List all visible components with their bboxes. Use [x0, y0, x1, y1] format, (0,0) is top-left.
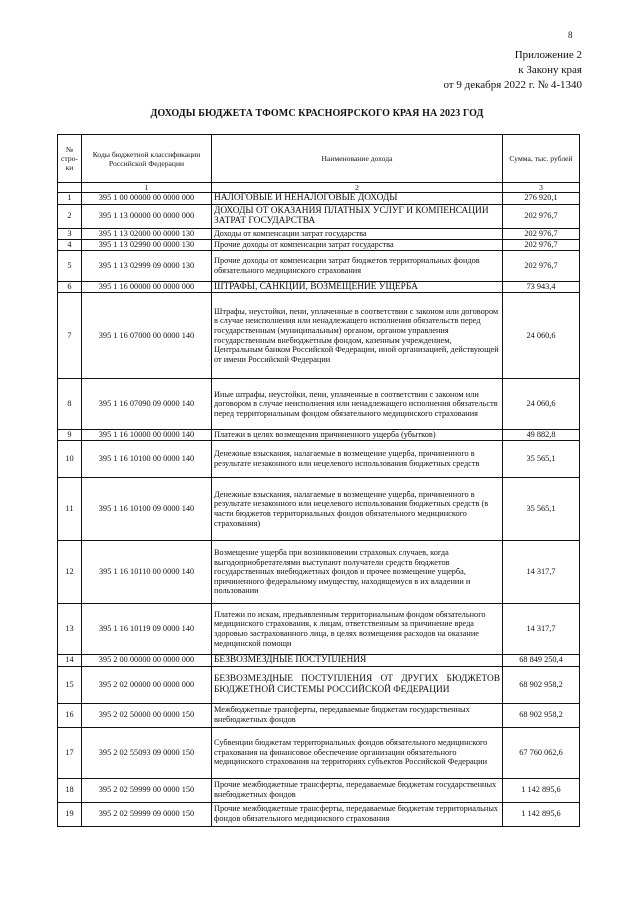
row-name: Субвенции бюджетам территориальных фондов обязательного медицинского страхования на финансовое обеспечение организации обязательного медицинского страхования на территориях субъектов Российской Федерации	[212, 727, 503, 778]
row-sum: 68 849 250,4	[503, 655, 580, 667]
header-sum: Сумма, тыс. рублей	[503, 135, 580, 183]
row-number: 19	[58, 802, 82, 826]
row-code: 395 1 16 10100 00 0000 140	[82, 441, 212, 478]
row-number: 7	[58, 293, 82, 379]
row-code: 395 1 13 02000 00 0000 130	[82, 228, 212, 239]
row-number: 2	[58, 204, 82, 228]
row-code: 395 2 02 50000 00 0000 150	[82, 703, 212, 727]
row-sum: 35 565,1	[503, 441, 580, 478]
row-code: 395 1 16 10119 09 0000 140	[82, 604, 212, 655]
row-sum: 14 317,7	[503, 604, 580, 655]
row-code: 395 1 13 02999 09 0000 130	[82, 250, 212, 281]
row-code: 395 1 16 10000 00 0000 140	[82, 430, 212, 441]
row-code: 395 1 16 10100 09 0000 140	[82, 478, 212, 541]
row-code: 395 1 00 00000 00 0000 000	[82, 193, 212, 205]
row-sum: 1 142 895,6	[503, 802, 580, 826]
index-cell	[58, 183, 82, 193]
row-code: 395 2 02 59999 00 0000 150	[82, 778, 212, 802]
table-header-row	[58, 135, 580, 183]
row-code: 395 2 00 00000 00 0000 000	[82, 655, 212, 667]
row-sum: 202 976,7	[503, 228, 580, 239]
row-number: 16	[58, 703, 82, 727]
row-number: 5	[58, 250, 82, 281]
row-name: БЕЗВОЗМЕЗДНЫЕ ПОСТУПЛЕНИЯ	[212, 655, 503, 667]
page-number: 8	[568, 30, 573, 40]
document-title: ДОХОДЫ БЮДЖЕТА ТФОМС КРАСНОЯРСКОГО КРАЯ НА 2023 ГОД	[150, 108, 484, 119]
header-name: Наименование дохода	[212, 135, 503, 183]
row-name: Прочие доходы от компенсации затрат государства	[212, 239, 503, 250]
row-number: 15	[58, 666, 82, 703]
row-code: 395 1 13 02990 00 0000 130	[82, 239, 212, 250]
appendix-block	[443, 48, 582, 93]
row-sum: 24 060,6	[503, 293, 580, 379]
row-name: Возмещение ущерба при возникновении страховых случаев, когда выгодоприобретателями выступают получатели средств бюджетов государственных внебюджетных фондов и прочее возмещение ущерба, причиненного федеральному имуществу, находящемуся в их владении и пользовании	[212, 541, 503, 604]
row-code: 395 1 16 07000 00 0000 140	[82, 293, 212, 379]
row-number: 6	[58, 281, 82, 293]
row-name: БЕЗВОЗМЕЗДНЫЕ ПОСТУПЛЕНИЯ ОТ ДРУГИХ БЮДЖЕТОВ БЮДЖЕТНОЙ СИСТЕМЫ РОССИЙСКОЙ ФЕДЕРАЦИИ	[212, 666, 503, 703]
row-name: Платежи в целях возмещения причиненного ущерба (убытков)	[212, 430, 503, 441]
row-number: 18	[58, 778, 82, 802]
row-name: Денежные взыскания, налагаемые в возмещение ущерба, причиненного в результате незаконного или нецелевого использования бюджетных средств (в части бюджетов территориальных фондов обязательного медицинского страхования)	[212, 478, 503, 541]
table-row	[58, 239, 580, 250]
row-sum: 67 760 062,6	[503, 727, 580, 778]
row-number: 17	[58, 727, 82, 778]
row-sum: 1 142 895,6	[503, 778, 580, 802]
appendix-line-2: к Закону края	[518, 64, 582, 76]
row-number: 10	[58, 441, 82, 478]
table-row	[58, 250, 580, 281]
header-num: № стро-ки	[58, 135, 82, 183]
row-sum: 14 317,7	[503, 541, 580, 604]
table-row	[58, 604, 580, 655]
header-code: Коды бюджетной классификации Российской Федерации	[82, 135, 212, 183]
row-code: 395 1 13 00000 00 0000 000	[82, 204, 212, 228]
row-code: 395 2 02 55093 09 0000 150	[82, 727, 212, 778]
row-name: Прочие доходы от компенсации затрат бюджетов территориальных фондов обязательного медицинского страхования	[212, 250, 503, 281]
appendix-line-1: Приложение 2	[514, 49, 582, 61]
row-name: Межбюджетные трансферты, передаваемые бюджетам государственных внебюджетных фондов	[212, 703, 503, 727]
row-name: Прочие межбюджетные трансферты, передаваемые бюджетам территориальных фондов обязательного медицинского страхования	[212, 802, 503, 826]
row-code: 395 2 02 59999 09 0000 150	[82, 802, 212, 826]
row-sum: 68 902 958,2	[503, 666, 580, 703]
table-row	[58, 228, 580, 239]
table-row	[58, 204, 580, 228]
table-row	[58, 430, 580, 441]
row-code: 395 1 16 10110 00 0000 140	[82, 541, 212, 604]
row-sum: 68 902 958,2	[503, 703, 580, 727]
row-number: 4	[58, 239, 82, 250]
row-code: 395 2 02 00000 00 0000 000	[82, 666, 212, 703]
row-number: 1	[58, 193, 82, 205]
row-name: ДОХОДЫ ОТ ОКАЗАНИЯ ПЛАТНЫХ УСЛУГ И КОМПЕНСАЦИИ ЗАТРАТ ГОСУДАРСТВА	[212, 204, 503, 228]
table-index-row	[58, 183, 580, 193]
row-sum: 35 565,1	[503, 478, 580, 541]
table-row	[58, 802, 580, 826]
row-name: Прочие межбюджетные трансферты, передаваемые бюджетам государственных внебюджетных фондов	[212, 778, 503, 802]
row-number: 9	[58, 430, 82, 441]
table-row	[58, 441, 580, 478]
row-name: Штрафы, неустойки, пени, уплаченные в соответствии с законом или договором в случае неисполнения или ненадлежащего исполнения обязательств перед государственным (муниципальным) органом, органом управления государственным внебюджетным фондом, казенным учреждением, Центральным банком Российской Федерации, иной организацией, действующей от имени Российской Федерации	[212, 293, 503, 379]
row-sum: 202 976,7	[503, 250, 580, 281]
revenue-table	[57, 134, 580, 827]
table-row	[58, 666, 580, 703]
row-number: 3	[58, 228, 82, 239]
row-sum: 202 976,7	[503, 239, 580, 250]
table-row	[58, 541, 580, 604]
index-cell: 3	[503, 183, 580, 193]
row-sum: 73 943,4	[503, 281, 580, 293]
row-name: Платежи по искам, предъявленным территориальным фондом обязательного медицинского страхования, к лицам, ответственным за причинение вреда здоровью застрахованного лица, в целях возмещения расходов на оказание медицинской помощи	[212, 604, 503, 655]
appendix-line-3: от 9 декабря 2022 г. № 4-1340	[443, 79, 582, 91]
table-row	[58, 193, 580, 205]
row-number: 11	[58, 478, 82, 541]
row-name: ШТРАФЫ, САНКЦИИ, ВОЗМЕЩЕНИЕ УЩЕРБА	[212, 281, 503, 293]
row-name: Иные штрафы, неустойки, пени, уплаченные в соответствии с законом или договором в случае неисполнения или ненадлежащего исполнения обязательств перед территориальным фондом обязательного медицинского страхования	[212, 379, 503, 430]
table-row	[58, 778, 580, 802]
index-cell: 2	[212, 183, 503, 193]
row-number: 14	[58, 655, 82, 667]
row-number: 8	[58, 379, 82, 430]
table-row	[58, 379, 580, 430]
table-row	[58, 655, 580, 667]
row-name: НАЛОГОВЫЕ И НЕНАЛОГОВЫЕ ДОХОДЫ	[212, 193, 503, 205]
row-code: 395 1 16 00000 00 0000 000	[82, 281, 212, 293]
row-sum: 276 920,1	[503, 193, 580, 205]
row-name: Доходы от компенсации затрат государства	[212, 228, 503, 239]
index-cell: 1	[82, 183, 212, 193]
row-code: 395 1 16 07090 09 0000 140	[82, 379, 212, 430]
row-number: 12	[58, 541, 82, 604]
table-row	[58, 478, 580, 541]
row-sum: 24 060,6	[503, 379, 580, 430]
row-sum: 202 976,7	[503, 204, 580, 228]
table-row	[58, 293, 580, 379]
row-name: Денежные взыскания, налагаемые в возмещение ущерба, причиненного в результате незаконного или нецелевого использования бюджетных средств	[212, 441, 503, 478]
row-number: 13	[58, 604, 82, 655]
table-row	[58, 703, 580, 727]
table-row	[58, 281, 580, 293]
row-sum: 49 882,8	[503, 430, 580, 441]
table-row	[58, 727, 580, 778]
